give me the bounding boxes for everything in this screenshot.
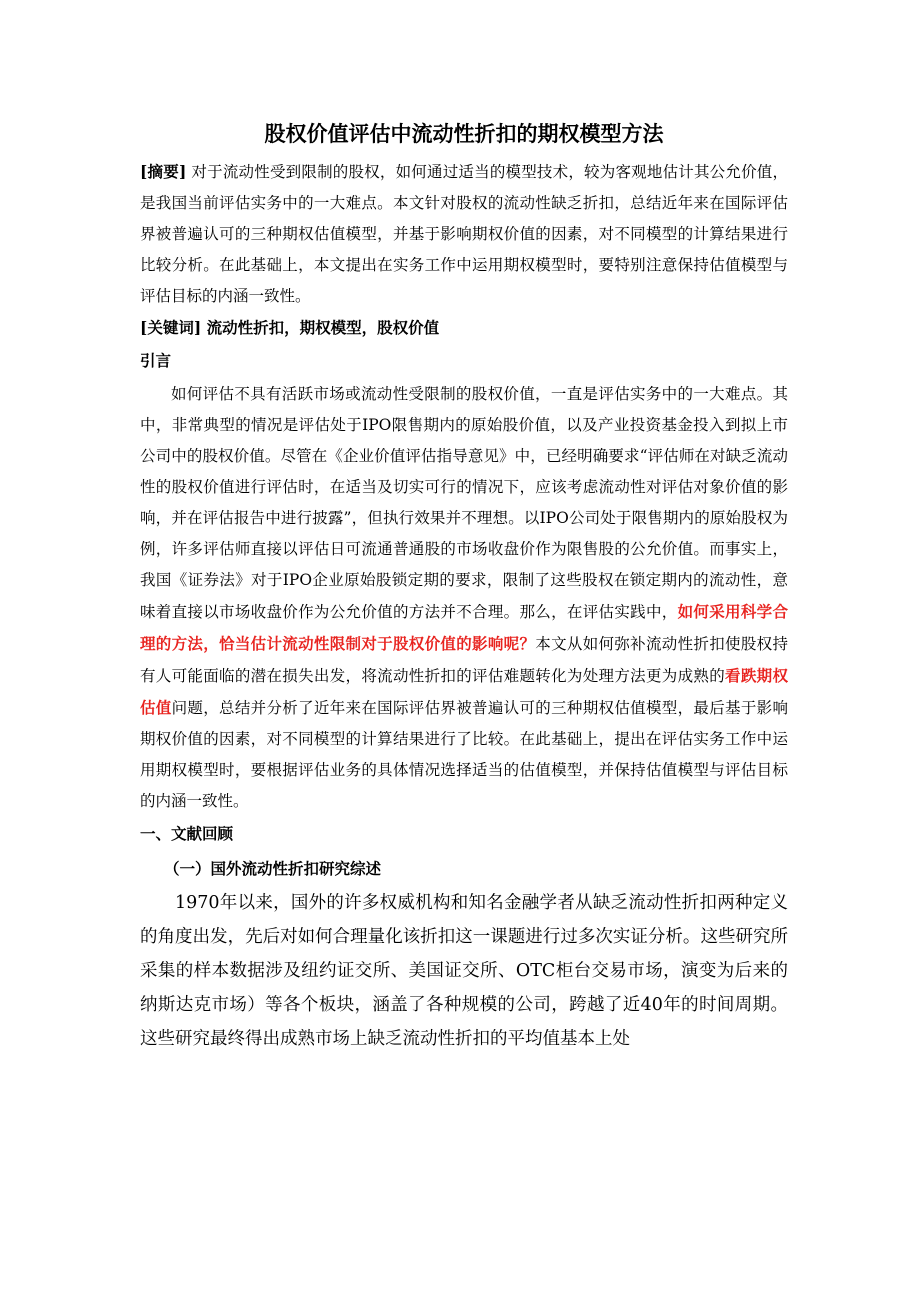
section1-paragraph: 1970年以来，国外的许多权威机构和知名金融学者从缺乏流动性折扣两种定义的角度出发，先后对如何合理量化该折扣这一课题进行过多次实证分析。这些研究所采集的样本数据涉及纽约证交所、美国证交所、OTC柜台交易市场，演变为后来的纳斯达克市场）等各个板块，涵盖了各种规模的公司，跨越了近40年的时间周期。这些研究最终得出成熟市场上缺乏流动性折扣的平均值基本上处 [140, 893, 788, 1049]
page-title: 股权价值评估中流动性折扣的期权模型方法 [264, 122, 664, 146]
intro-text-part1: 如何评估不具有活跃市场或流动性受限制的股权价值，一直是评估实务中的一大难点。其中，非常典型的情况是评估处于IPO限售期内的原始股价值，以及产业投资基金投入到拟上市公司中的股权价值。尽管在《企业价值评估指导意见》中，已经明确要求“评估师在对缺乏流动性的股权价值进行评估时，在适当及切实可行的情况下，应该考虑流动性对评估对象价值的影响，并在评估报告中进行披露”，但执行效果并不理想。以IPO公司处于限售期内的原始股权为例，许多评估师直接以评估日可流通普通股的市场收盘价作为限售股的公允价值。而事实上，我国《证券法》对于IPO企业原始股锁定期的要求，限制了这些股权在锁定期内的流动性，意味着直接以市场收盘价作为公允价值的方法并不合理。那么，在评估实践中， [140, 385, 788, 621]
abstract-paragraph [140, 156, 788, 312]
document-content [140, 116, 788, 1056]
section1-subheading: （一）国外流动性折扣研究综述 [164, 860, 382, 878]
keywords-text: 流动性折扣，期权模型，股权价值 [201, 319, 440, 337]
intro-heading: 引言 [140, 352, 172, 370]
abstract-label: [摘要] [140, 162, 187, 181]
keywords-label: [关键词] [140, 318, 202, 337]
intro-paragraph [140, 379, 788, 817]
intro-text-part2: 本文从如何弥补流动性折扣使股权持有人可能面临的潜在损失出发，将流动性折扣的评估难题转化为处理方法更为成熟的 [140, 635, 788, 685]
intro-text-part3: 问题，总结并分析了近年来在国际评估界被普遍认可的三种期权估值模型，最后基于影响期权价值的因素，对不同模型的计算结果进行了比较。在此基础上，提出在评估实务工作中运用期权模型时，要根据评估业务的具体情况选择适当的估值模型，并保持估值模型与评估目标的内涵一致性。 [140, 699, 788, 810]
section1-heading: 一、文献回顾 [140, 825, 234, 843]
intro-highlight-put-option: 看跌期权估值 [140, 666, 788, 717]
keywords-paragraph [140, 312, 788, 344]
abstract-text: 对于流动性受到限制的股权，如何通过适当的模型技术，较为客观地估计其公允价值，是我国当前评估实务中的一大难点。本文针对股权的流动性缺乏折扣，总结近年来在国际评估界被普遍认可的三种期权估值模型，并基于影响期权价值的因素，对不同模型的计算结果进行比较分析。在此基础上，本文提出在实务工作中运用期权模型时，要特别注意保持估值模型与评估目标的内涵一致性。 [140, 163, 789, 305]
intro-highlight-question: 如何采用科学合理的方法，恰当估计流动性限制对于股权价值的影响呢？ [140, 602, 788, 653]
